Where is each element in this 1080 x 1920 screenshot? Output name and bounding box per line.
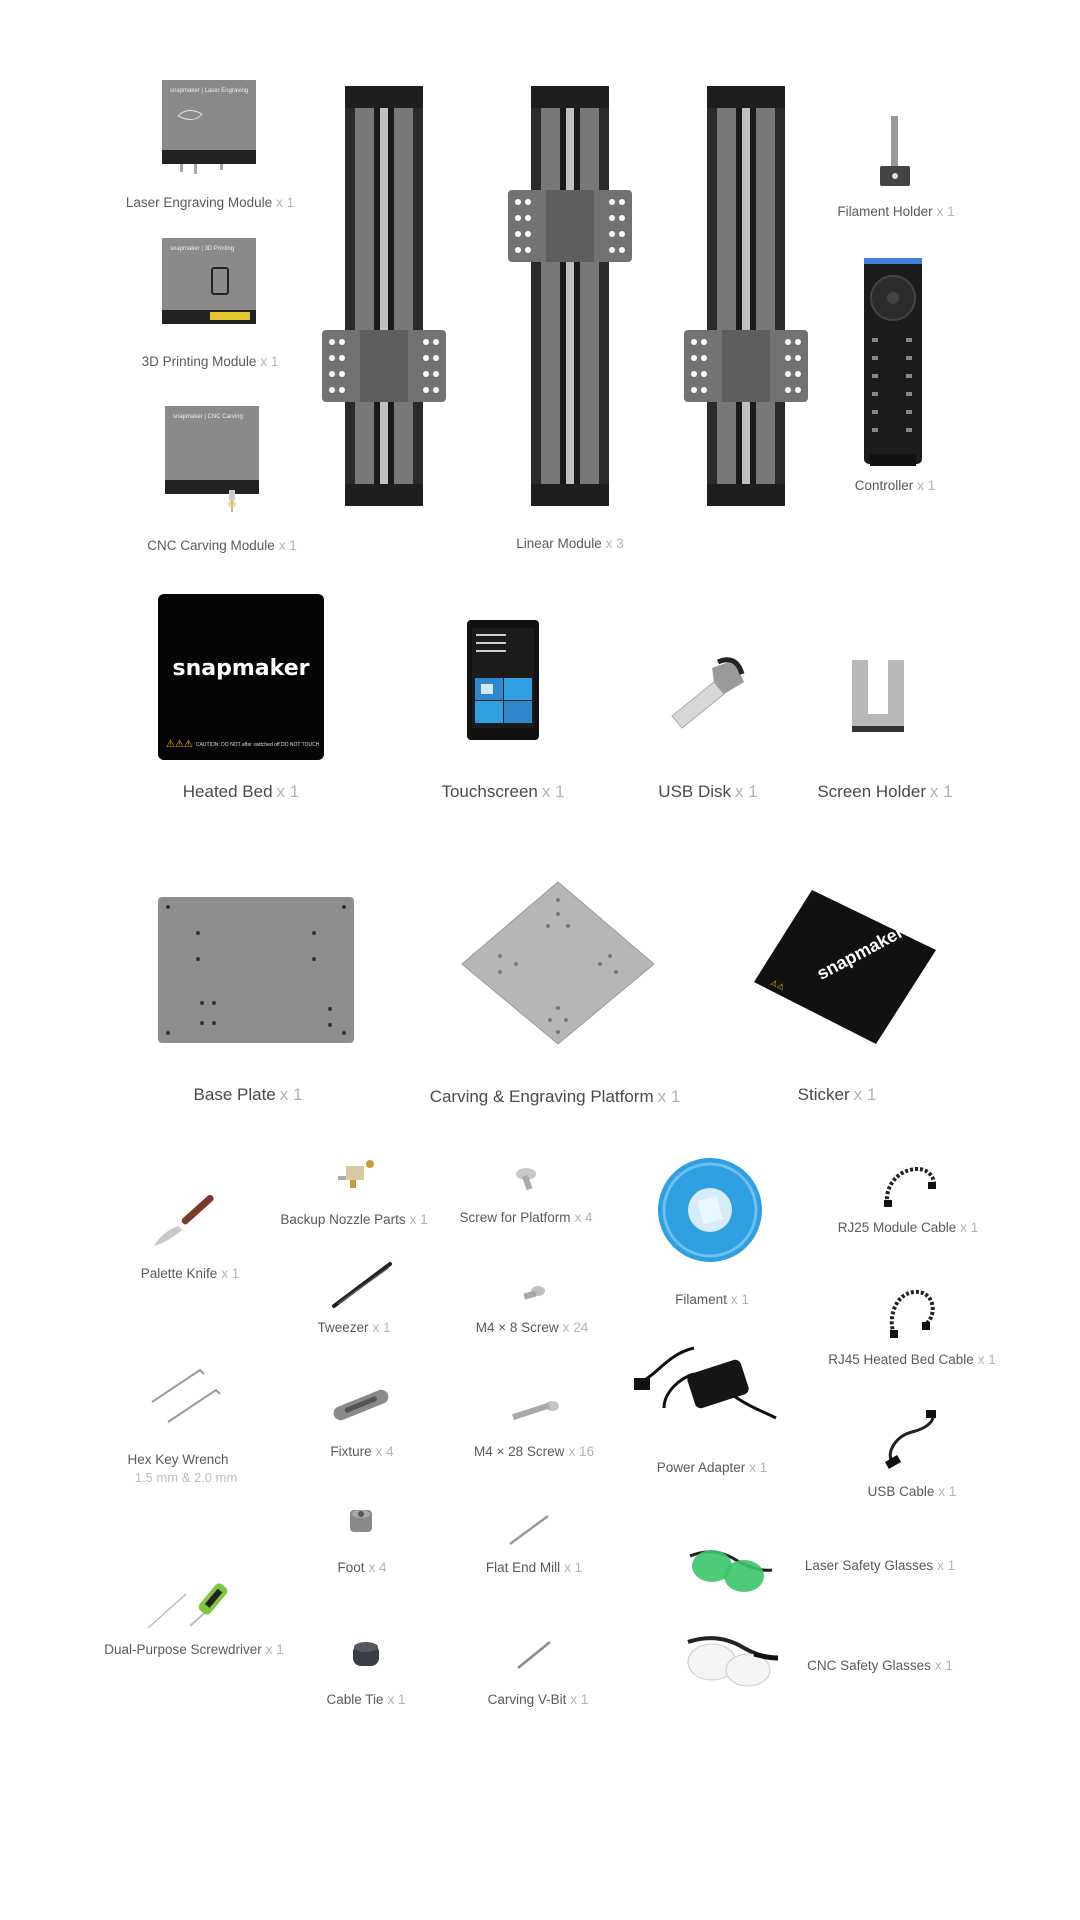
fixture-label: Fixture x 4 <box>330 1444 394 1459</box>
linear-module-image-3 <box>682 86 812 506</box>
laser-safety-glasses-image <box>686 1536 776 1596</box>
palette-knife-label: Palette Knife x 1 <box>140 1266 240 1281</box>
svg-text:⚠⚠: ⚠⚠ <box>769 977 786 993</box>
linear-module-image-2 <box>506 86 636 506</box>
heated-bed-warning: ⚠⚠⚠ CAUTION: DO NOT after switched off DO NOT TOUCH <box>166 739 320 750</box>
carving-v-bit-image <box>516 1640 552 1670</box>
carving-engraving-platform-image <box>460 880 656 1046</box>
cnc-carving-module-label: CNC Carving Module x 1 <box>147 538 297 553</box>
svg-text:snapmaker | CNC Carving: snapmaker | CNC Carving <box>173 414 243 420</box>
usb-cable-image <box>882 1410 942 1472</box>
heated-bed-label: Heated Bed x 1 <box>182 782 300 801</box>
svg-text:snapmaker | 3D Printing: snapmaker | 3D Printing <box>170 246 235 252</box>
hex-key-wrench-label: Hex Key Wrench <box>127 1452 229 1467</box>
cnc-safety-glasses-image <box>682 1628 782 1692</box>
laser-safety-glasses-label: Laser Safety Glasses x 1 <box>804 1558 956 1573</box>
laser-engraving-module-label: Laser Engraving Module x 1 <box>125 195 295 210</box>
sticker-label: Sticker x 1 <box>797 1085 877 1104</box>
platform-label: Carving & Engraving Platform x 1 <box>429 1087 681 1106</box>
sticker-image <box>752 888 938 1046</box>
heated-bed-image <box>158 594 324 760</box>
hex-key-wrench-sizes: 1.5 mm & 2.0 mm <box>134 1470 238 1485</box>
rj25-module-cable-image <box>882 1160 938 1208</box>
screen-holder-label: Screen Holder x 1 <box>817 782 953 801</box>
dual-purpose-screwdriver-image <box>146 1572 240 1630</box>
controller-image <box>860 258 926 468</box>
usb-disk-label: USB Disk x 1 <box>658 782 758 801</box>
filament-label: Filament x 1 <box>675 1292 749 1307</box>
screen-holder-image <box>850 660 906 734</box>
touchscreen-label: Touchscreen x 1 <box>441 782 565 801</box>
flat-end-mill-label: Flat End Mill x 1 <box>485 1560 583 1575</box>
tweezer-image <box>330 1260 394 1308</box>
laser-engraving-module-image <box>160 78 260 178</box>
palette-knife-image <box>150 1192 220 1250</box>
carving-v-bit-label: Carving V-Bit x 1 <box>487 1692 589 1707</box>
cnc-carving-module-image <box>163 404 263 514</box>
usb-cable-label: USB Cable x 1 <box>867 1484 957 1499</box>
controller-label: Controller x 1 <box>854 478 936 493</box>
linear-module-image-1 <box>320 86 450 506</box>
cnc-safety-glasses-label: CNC Safety Glasses x 1 <box>807 1658 953 1673</box>
backup-nozzle-parts-label: Backup Nozzle Parts x 1 <box>280 1212 428 1227</box>
dual-purpose-screwdriver-label: Dual-Purpose Screwdriver x 1 <box>104 1642 284 1657</box>
cable-tie-label: Cable Tie x 1 <box>326 1692 406 1707</box>
power-adapter-label: Power Adapter x 1 <box>656 1460 768 1475</box>
screw-for-platform-image <box>512 1164 546 1194</box>
linear-module-label: Linear Module x 3 <box>516 536 624 551</box>
base-plate-image <box>156 895 356 1045</box>
warning-icon: ⚠⚠⚠ <box>166 739 193 750</box>
rj45-heated-bed-cable-label: RJ45 Heated Bed Cable x 1 <box>828 1352 996 1367</box>
foot-label: Foot x 4 <box>337 1560 387 1575</box>
cable-tie-image <box>350 1638 382 1670</box>
filament-holder-image <box>872 114 916 194</box>
m4-28-screw-image <box>508 1398 560 1430</box>
m4-8-screw-image <box>520 1284 546 1304</box>
m4-28-screw-label: M4 × 28 Screw x 16 <box>474 1444 594 1459</box>
3d-printing-module-label: 3D Printing Module x 1 <box>141 354 279 369</box>
rj45-heated-bed-cable-image <box>886 1284 942 1340</box>
power-adapter-image <box>634 1344 780 1434</box>
filament-image <box>656 1154 764 1264</box>
fixture-image <box>330 1384 392 1426</box>
backup-nozzle-parts-image <box>336 1156 382 1192</box>
touchscreen-image <box>467 620 539 740</box>
m4-8-screw-label: M4 × 8 Screw x 24 <box>475 1320 589 1335</box>
foot-image <box>346 1506 376 1536</box>
tweezer-label: Tweezer x 1 <box>317 1320 391 1335</box>
base-plate-label: Base Plate x 1 <box>193 1085 303 1104</box>
hex-key-wrench-image <box>150 1368 220 1426</box>
heated-bed-brand: snapmaker <box>172 656 310 681</box>
screw-for-platform-label: Screw for Platform x 4 <box>459 1210 593 1225</box>
usb-disk-image <box>662 654 756 738</box>
svg-text:snapmaker | Laser Engraving: snapmaker | Laser Engraving <box>170 88 249 94</box>
filament-holder-label: Filament Holder x 1 <box>837 204 955 219</box>
rj25-module-cable-label: RJ25 Module Cable x 1 <box>837 1220 979 1235</box>
3d-printing-module-image <box>160 236 260 336</box>
flat-end-mill-image <box>508 1514 550 1546</box>
svg-text:snapmaker: snapmaker <box>813 921 907 984</box>
